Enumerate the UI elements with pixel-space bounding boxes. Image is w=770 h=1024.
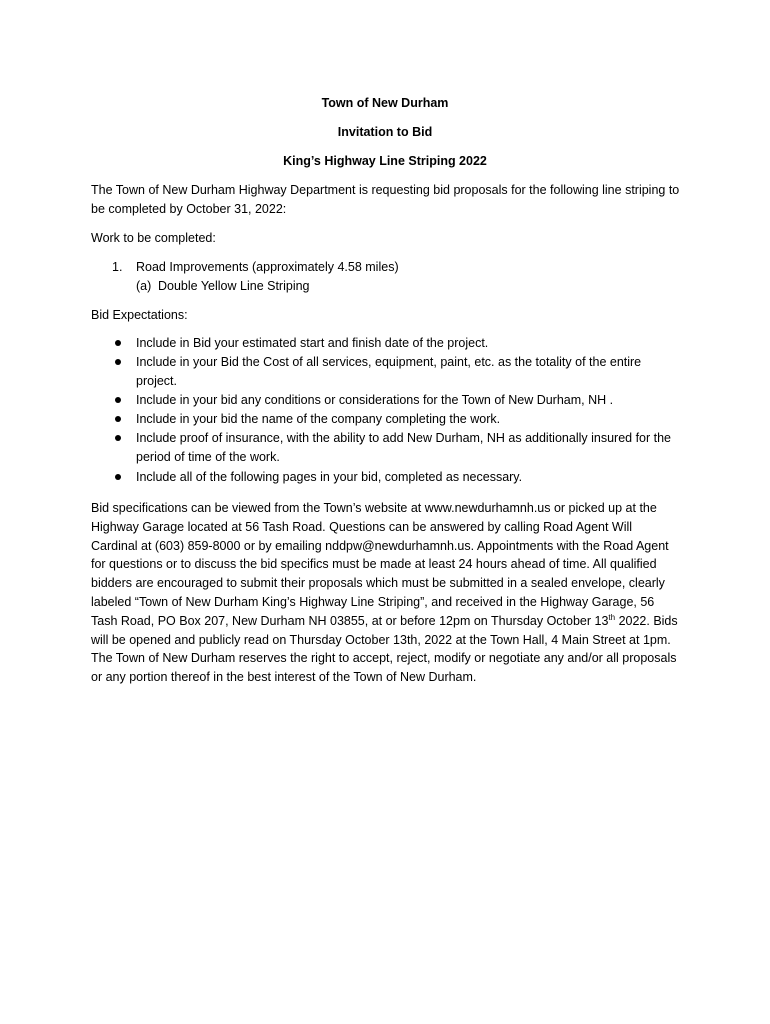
expectations-label: Bid Expectations: bbox=[91, 308, 188, 322]
bullet-icon bbox=[115, 474, 121, 480]
expectation-item: Include in your bid any conditions or considerations for the Town of New Durham, NH . bbox=[136, 393, 614, 407]
expectation-item: Include in Bid your estimated start and finish date of the project. bbox=[136, 336, 489, 350]
expectation-item: Include proof of insurance, with the ability to add New Durham, NH as additionally insured for the period of time of the work. bbox=[136, 431, 672, 464]
specifications-text-part1: Bid specifications can be viewed from the Town’s website at www.newdurhamnh.us or picked up at the Highway Garage located at 56 Tash Road. Questions can be answered by calling Road Agent Will Cardinal at (603) 859-8000 or by emailing nddpw@newdurhamnh.us. Appointments with the Road Agent for questions or to discuss the bid specifics must be made at least 24 hours ahead of time. All qualified bidders are encouraged to submit their proposals which must be submitted in a sealed envelope, clearly labeled “Town of New Durham King’s Highway Line Striping”, and received in the Highway Garage, 56 Tash Road, PO Box 207, New Durham NH 03855, at or before 12pm on Thursday October 13 bbox=[91, 501, 669, 628]
expectation-item: Include in your Bid the Cost of all services, equipment, paint, etc. as the totality of the entire project. bbox=[136, 355, 642, 388]
document-type-title: Invitation to Bid bbox=[337, 125, 433, 139]
bullet-icon bbox=[115, 435, 121, 441]
work-label: Work to be completed: bbox=[91, 231, 216, 245]
date-ordinal-superscript: th bbox=[608, 612, 616, 622]
project-title: King’s Highway Line Striping 2022 bbox=[283, 154, 487, 168]
bullet-icon bbox=[115, 397, 121, 403]
expectation-item: Include all of the following pages in your bid, completed as necessary. bbox=[136, 470, 523, 484]
bullet-icon bbox=[115, 340, 121, 346]
bullet-icon bbox=[115, 416, 121, 422]
work-subitem-text: Double Yellow Line Striping bbox=[158, 279, 310, 293]
town-title: Town of New Durham bbox=[321, 96, 449, 110]
expectation-item: Include in your bid the name of the company completing the work. bbox=[136, 412, 501, 426]
specifications-paragraph bbox=[91, 499, 681, 687]
work-item-number: 1. bbox=[112, 260, 123, 274]
specifications-text-part2: 2022. Bids will be opened and publicly read on Thursday October 13th, 2022 at the Town Hall, 4 Main Street at 1pm. The Town of New Durham reserves the right to accept, reject, modify or negotiate any and/or all proposals or any portion thereof in the best interest of the Town of New Durham. bbox=[91, 613, 678, 685]
intro-paragraph: The Town of New Durham Highway Department is requesting bid proposals for the following line striping to be completed by October 31, 2022: bbox=[91, 183, 680, 216]
work-item-text: Road Improvements (approximately 4.58 miles) bbox=[136, 260, 399, 274]
work-subitem-label: (a) bbox=[136, 279, 152, 293]
bullet-icon bbox=[115, 359, 121, 365]
